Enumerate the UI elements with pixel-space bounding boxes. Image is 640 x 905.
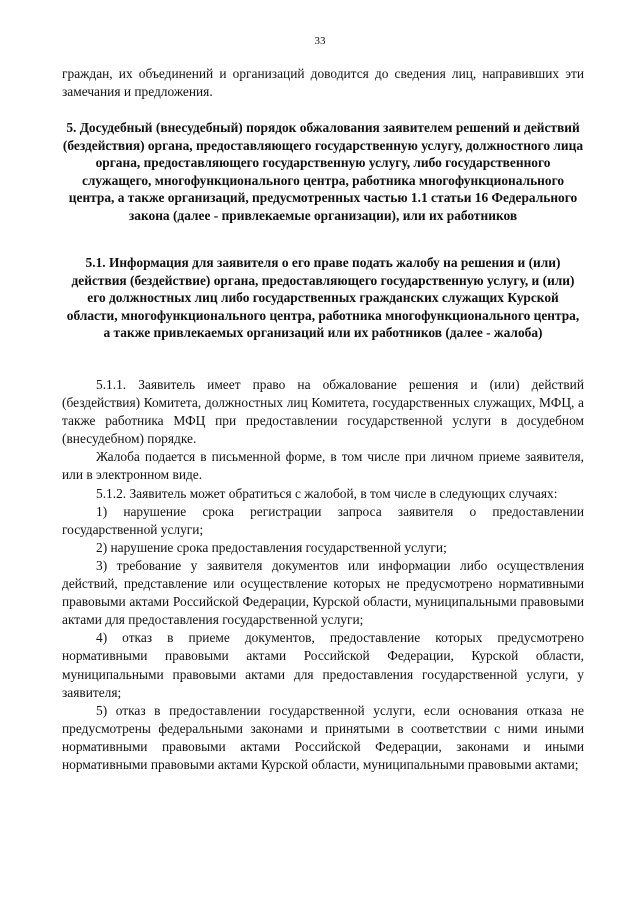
- case-item-3: 3) требование у заявителя документов или информации либо осуществления действий, представление или осуществление которых не предусмотрено нормативными правовыми актами Российской Федерации, Курской области, муниципальными правовыми актами для предоставления государственной услуги;: [62, 557, 584, 628]
- intro-continuation-paragraph: граждан, их объединений и организаций доводится до сведения лиц, направивших эти замечания и предложения.: [62, 66, 584, 100]
- case-item-1: 1) нарушение срока регистрации запроса заявителя о предоставлении государственной услуги;: [62, 503, 584, 537]
- case-item-4: 4) отказ в приеме документов, предоставление которых предусмотрено нормативными правовыми актами Российской Федерации, Курской области, муниципальными правовыми актами для предоставления государственной услуги, у заявителя;: [62, 630, 584, 700]
- section-5-1-body: [62, 376, 584, 774]
- section-5-1-heading: 5.1. Информация для заявителя о его праве подать жалобу на решения и (или) действия (бездействие) органа, предоставляющего государственную услугу, и (или) его должностных лиц либо государственных гражданских служащих Курской области, многофункционального центра, работника многофункционального центра, а также привлекаемых организаций или их работников (далее - жалоба): [66, 255, 580, 341]
- section-5-heading: 5. Досудебный (внесудебный) порядок обжалования заявителем решений и действий (бездействия) органа, предоставляющего государственную услугу, должностного лица органа, предоставляющего государственную услугу, либо государственного служащего, многофункционального центра, работника многофункционального центра, а также организаций, предусмотренных частью 1.1 статьи 16 Федерального закона (далее - привлекаемые организации), или их работников: [62, 120, 584, 223]
- paragraph-5-1-1: 5.1.1. Заявитель имеет право на обжалование решения и (или) действий (бездействия) Комитета, должностных лиц Комитета, государственных служащих, МФЦ, а также работника МФЦ при предоставлении государственной услуги в досудебном (внесудебном) порядке.: [62, 377, 584, 447]
- paragraph-5-1-2: 5.1.2. Заявитель может обратиться с жалобой, в том числе в следующих случаях:: [96, 485, 558, 501]
- page-number: 33: [314, 35, 326, 47]
- case-item-5: 5) отказ в предоставлении государственной услуги, если основания отказа не предусмотрены федеральными законами и принятыми в соответствии с ними иными нормативными правовыми актами Российской Федерации, законами и иными нормативными правовыми актами Курской области, муниципальными правовыми актами;: [62, 702, 584, 772]
- paragraph-complaint-form: Жалоба подается в письменной форме, в том числе при личном приеме заявителя, или в электронном виде.: [62, 449, 584, 483]
- case-item-2: 2) нарушение срока предоставления государственной услуги;: [96, 539, 447, 555]
